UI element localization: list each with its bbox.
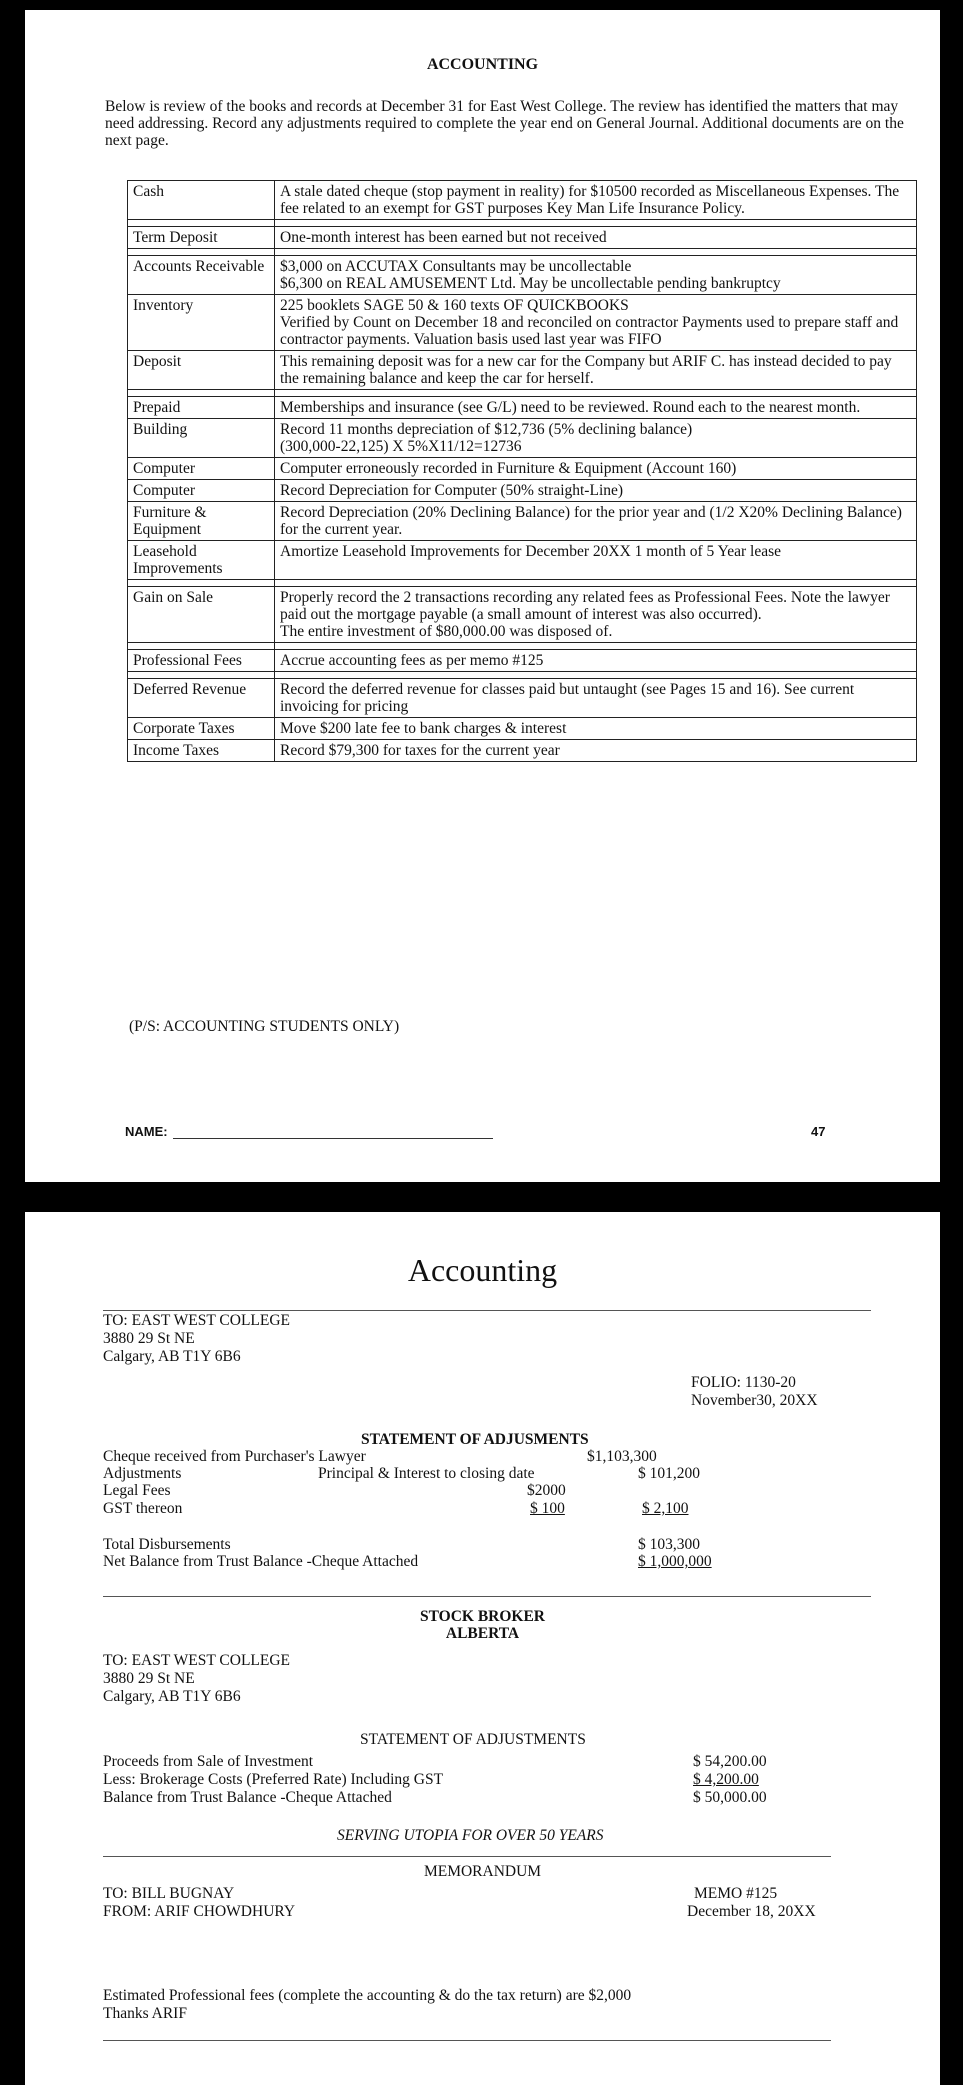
proceeds-label: Proceeds from Sale of Investment [103,1753,314,1770]
table-row [128,480,917,502]
memo-date: December 18, 20XX [687,1903,816,1920]
account-note: Record Depreciation (20% Declining Balance) for the prior year and (1/2 X20% Declining Balance) for the current year. [275,502,917,541]
trust-balance-value: $ 50,000.00 [693,1789,767,1806]
account-note: A stale dated cheque (stop payment in reality) for $10500 recorded as Miscellaneous Expenses. The fee related to an exempt for GST purposes Key Man Life Insurance Policy. [275,181,917,220]
account-label: Computer [128,480,275,502]
adjustments-label: Adjustments [103,1465,182,1482]
broker-region: ALBERTA [445,1625,520,1642]
divider [103,1856,831,1857]
table-row [128,541,917,580]
row-spacer [128,220,917,227]
table-row [128,740,917,762]
review-table [127,180,917,762]
total-disbursements-label: Total Disbursements [103,1536,231,1553]
legal-fees-label: Legal Fees [103,1482,171,1499]
table-row [128,502,917,541]
account-label: Furniture & Equipment [128,502,275,541]
table-row [128,458,917,480]
ps-note: (P/S: ACCOUNTING STUDENTS ONLY) [129,1018,400,1035]
legal-fees-value: $2000 [527,1482,566,1499]
account-label: Term Deposit [128,227,275,249]
account-note: Move $200 late fee to bank charges & interest [275,718,917,740]
table-row [128,718,917,740]
name-label: NAME: [125,1124,168,1139]
table-row [128,397,917,419]
address-line-1: 3880 29 St NE [103,1330,195,1347]
address-line-2: Calgary, AB T1Y 6B6 [103,1688,241,1705]
memo-number: MEMO #125 [694,1885,778,1902]
account-note: $3,000 on ACCUTAX Consultants may be uncollectable $6,300 on REAL AMUSEMENT Ltd. May be uncollectable pending bankruptcy [275,256,917,295]
adjustments-value: $ 101,200 [638,1465,700,1482]
to-line: TO: EAST WEST COLLEGE [103,1652,291,1669]
cheque-label: Cheque received from Purchaser's Lawyer [103,1448,366,1465]
account-note: This remaining deposit was for a new car for the Company but ARIF C. has instead decided to pay the remaining balance and keep the car for herself. [275,351,917,390]
table-row [128,587,917,643]
broker-slogan: SERVING UTOPIA FOR OVER 50 YEARS [337,1827,604,1844]
table-row [128,650,917,672]
account-note: Computer erroneously recorded in Furniture & Equipment (Account 160) [275,458,917,480]
trust-balance-label: Balance from Trust Balance -Cheque Attached [103,1789,392,1806]
table-row [128,419,917,458]
gst-total: $ 2,100 [642,1500,689,1517]
table-row [128,679,917,718]
total-disbursements-value: $ 103,300 [638,1536,700,1553]
brokerage-value: $ 4,200.00 [693,1771,759,1788]
cheque-value: $1,103,300 [587,1448,657,1465]
account-note: Accrue accounting fees as per memo #125 [275,650,917,672]
account-note: One-month interest has been earned but not received [275,227,917,249]
memo-to: TO: BILL BUGNAY [103,1885,235,1902]
review-page [25,10,940,1182]
account-note: Properly record the 2 transactions recording any related fees as Professional Fees. Note the lawyer paid out the mortgage payable (a small amount of interest was also occurred). The entire investment of $80,000.00 was disposed of. [275,587,917,643]
account-label: Deposit [128,351,275,390]
row-spacer [128,249,917,256]
account-label: Computer [128,458,275,480]
account-label: Building [128,419,275,458]
memo-body: Estimated Professional fees (complete the accounting & do the tax return) are $2,000 [103,1987,632,2004]
intro-paragraph: Below is review of the books and records at December 31 for East West College. The review has identified the matters that may need addressing. Record any adjustments required to complete the year end on General Journal. Additional documents are on the next page. [105,98,904,149]
proceeds-value: $ 54,200.00 [693,1753,767,1770]
account-label: Cash [128,181,275,220]
account-note: 225 booklets SAGE 50 & 160 texts OF QUICKBOOKS Verified by Count on December 18 and reconciled on contractor Payments used to prepare staff and contractor payments. Valuation basis used last year was FIFO [275,295,917,351]
documents-page [11,1212,940,2085]
account-label: Leasehold Improvements [128,541,275,580]
memo-from: FROM: ARIF CHOWDHURY [103,1903,296,1920]
brokerage-label: Less: Brokerage Costs (Preferred Rate) Including GST [103,1771,444,1788]
gst-label: GST thereon [103,1500,183,1517]
gst-value: $ 100 [530,1500,565,1517]
page-number: 47 [811,1124,826,1139]
account-note: Record $79,300 for taxes for the current year [275,740,917,762]
address-line-2: Calgary, AB T1Y 6B6 [103,1348,241,1365]
address-line-1: 3880 29 St NE [103,1670,195,1687]
table-row [128,181,917,220]
account-label: Prepaid [128,397,275,419]
divider [103,2040,831,2041]
divider [103,1310,871,1311]
memo-heading: MEMORANDUM [423,1863,542,1880]
account-label: Accounts Receivable [128,256,275,295]
account-note: Memberships and insurance (see G/L) need to be reviewed. Round each to the nearest month. [275,397,917,419]
account-label: Gain on Sale [128,587,275,643]
name-line[interactable] [173,1138,493,1139]
table-row [128,227,917,249]
account-label: Corporate Taxes [128,718,275,740]
account-note: Record the deferred revenue for classes paid but untaught (see Pages 15 and 16). See current invoicing for pricing [275,679,917,718]
statement-heading: STATEMENT OF ADJUSTMENTS [360,1731,586,1748]
row-spacer [128,390,917,397]
account-label: Professional Fees [128,650,275,672]
page-title: ACCOUNTING [426,56,539,73]
margin-mark: - [11,2012,16,2028]
row-spacer [128,643,917,650]
page-title: Accounting [407,1252,558,1288]
table-row [128,351,917,390]
account-note: Record Depreciation for Computer (50% straight-Line) [275,480,917,502]
statement-heading: STATEMENT OF ADJUSMENTS [361,1431,589,1448]
statement-date: November30, 20XX [691,1392,818,1409]
account-note: Record 11 months depreciation of $12,736 (5% declining balance) (300,000-22,125) X 5%X11/12=12736 [275,419,917,458]
account-label: Income Taxes [128,740,275,762]
net-balance-label: Net Balance from Trust Balance -Cheque Attached [103,1553,419,1570]
to-line: TO: EAST WEST COLLEGE [103,1312,291,1329]
table-row [128,256,917,295]
memo-signoff: Thanks ARIF [103,2005,187,2022]
divider [103,1596,871,1597]
account-label: Deferred Revenue [128,679,275,718]
table-row [128,295,917,351]
account-note: Amortize Leasehold Improvements for December 20XX 1 month of 5 Year lease [275,541,917,580]
folio: FOLIO: 1130-20 [691,1374,796,1391]
row-spacer [128,580,917,587]
row-spacer [128,672,917,679]
adjustments-desc: Principal & Interest to closing date [318,1465,535,1482]
account-label: Inventory [128,295,275,351]
broker-name: STOCK BROKER [419,1608,546,1625]
net-balance-value: $ 1,000,000 [638,1553,712,1570]
